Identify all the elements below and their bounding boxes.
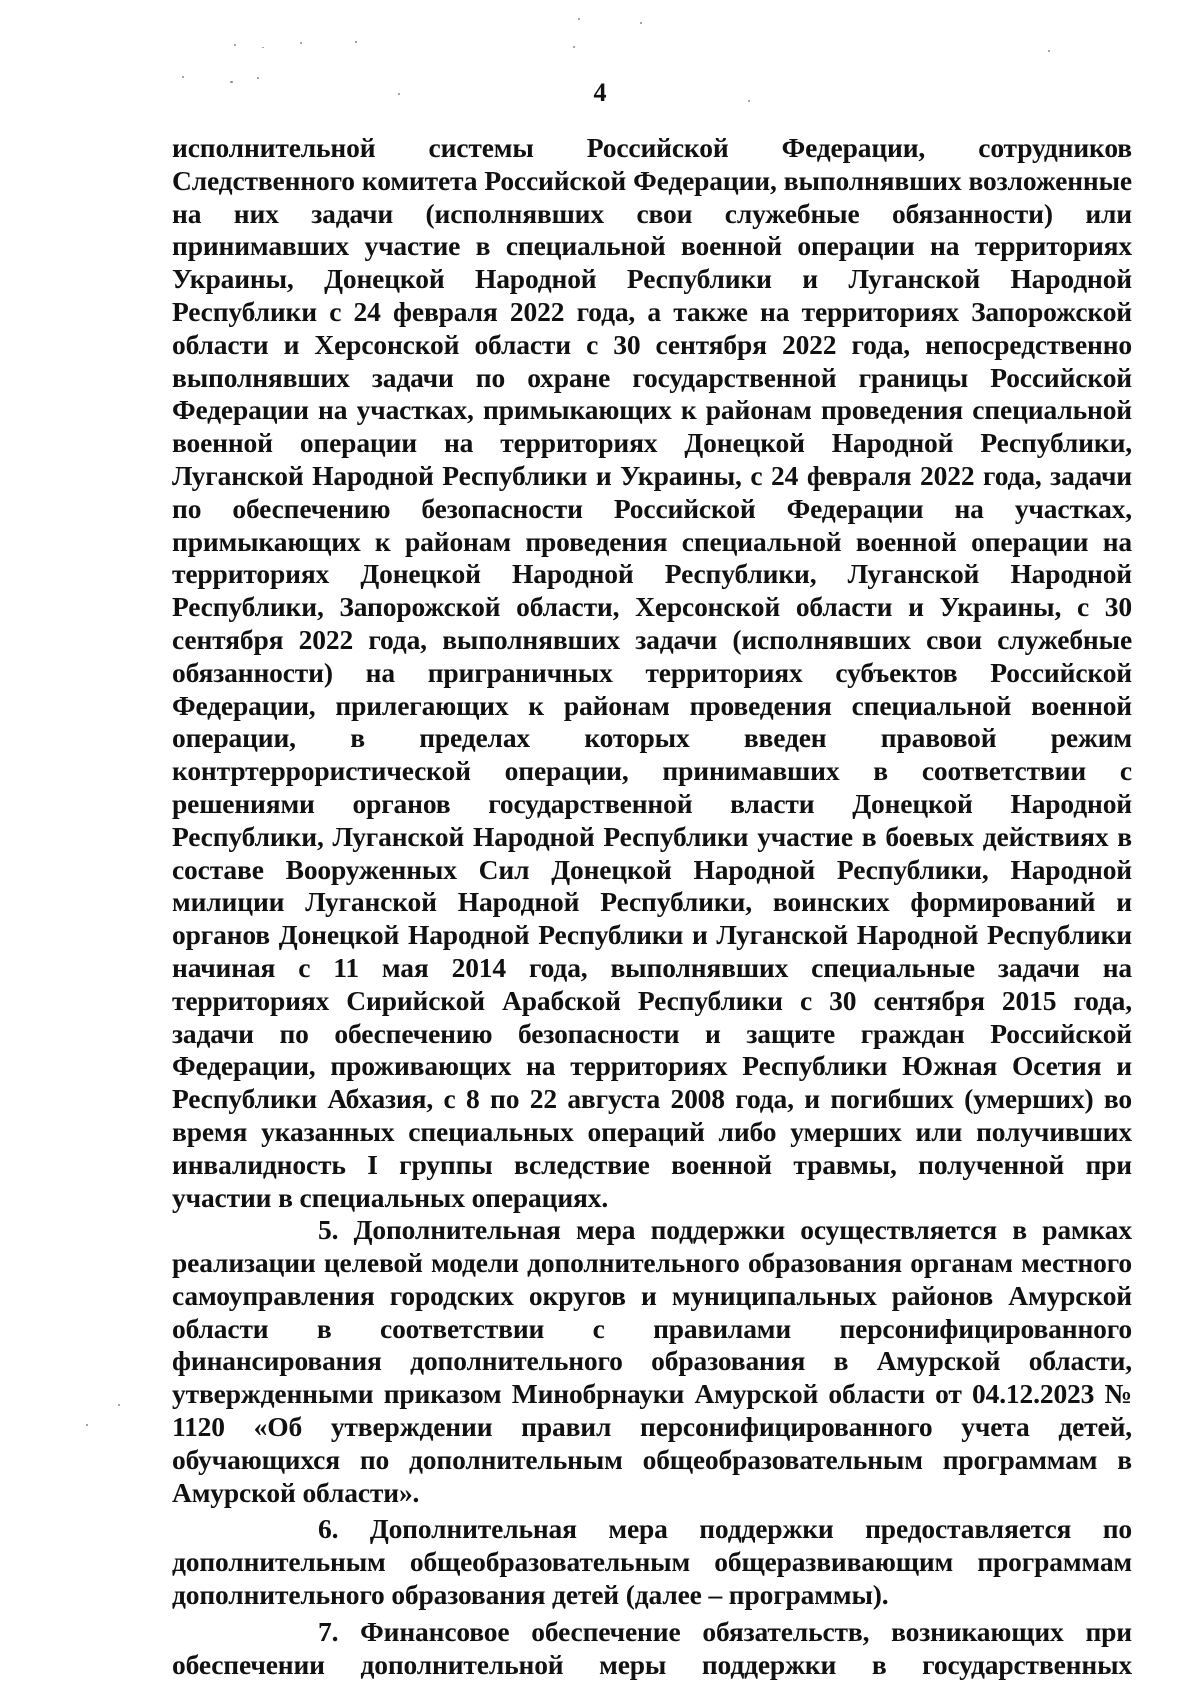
paragraph-5 — [172, 1214, 1132, 1509]
scan-speck — [300, 42, 302, 44]
scan-speck — [1048, 50, 1050, 52]
page-number: 4 — [593, 78, 607, 107]
paragraph-text: Финансовое обеспечение обязательств, возникающих при обеспечении дополнительной меры поддержки в государственных — [172, 1615, 1133, 1680]
scan-speck — [234, 44, 236, 46]
scan-speck — [118, 1404, 120, 1406]
paragraph-number: 5. — [318, 1214, 339, 1246]
paragraph-text: исполнительной системы Российской Федерации, сотрудников Следственного комитета Российской Федерации, выполнявших возложенные на них задачи (исполнявших свои служебные обязанности) или принимавших участие в специальной военной операции на территориях Украины, Донецкой Народной Республики и Луганской Народной Республики с 24 февраля 2022 года, а также на территориях Запорожской области и Херсонской области с 30 сентября 2022 года, непосредственно выполнявших задачи по охране государственной границы Российской Федерации на участках, примыкающих к районам проведения специальной военной операции на территориях Донецкой Народной Республики, Луганской Народной Республики и Украины, с 24 февраля 2022 года, задачи по обеспечению безопасности Российской Федерации на участках, примыкающих к районам проведения специальной военной операции на территориях Донецкой Народной Республики, Луганской Народной Республики, Запорожской области, Херсонской области и Украины, с 30 сентября 2022 года, выполнявших задачи (исполнявших свои служебные обязанности) на приграничных территориях субъектов Российской Федерации, прилегающих к районам проведения специальной военной операции, в пределах которых введен правовой режим контртеррористической операции, принимавших в соответствии с решениями органов государственной власти Донецкой Народной Республики, Луганской Народной Республики участие в боевых действиях в составе Вооруженных Сил Донецкой Народной Республики, Народной милиции Луганской Народной Республики, воинских формирований и органов Донецкой Народной Республики и Луганской Народной Республики начиная с 11 мая 2014 года, выполнявших специальные задачи на территориях Сирийской Арабской Республики с 30 сентября 2015 года, задачи по обеспечению безопасности и защите граждан Российской Федерации, проживающих на территориях Республики Южная Осетия и Республики Абхазия, с 8 по 22 августа 2008 года, и погибших (умерших) во время указанных специальных операций либо умерших или получивших инвалидность I группы вследствие военной травмы, полученной при участии в специальных операциях. — [172, 132, 1132, 1213]
scan-speck — [573, 46, 575, 48]
scan-speck — [578, 18, 580, 20]
scan-speck — [86, 1424, 88, 1426]
paragraph-number: 6. — [318, 1513, 339, 1545]
document-body — [172, 132, 1132, 1681]
paragraph-6 — [172, 1513, 1132, 1611]
scan-speck — [262, 47, 264, 48]
paragraph-continuation — [172, 132, 1132, 1214]
paragraph-text: Дополнительная мера поддержки предоставляется по дополнительным общеобразовательным общеразвивающим программам дополнительного образования детей (далее – программы). — [172, 1513, 1132, 1611]
scan-speck — [355, 41, 357, 43]
paragraph-text: Дополнительная мера поддержки осуществляется в рамках реализации целевой модели дополнительного образования органам местного самоуправления городских округов и муниципальных районов Амурской области в соответствии с правилами персонифицированного финансирования дополнительного образования в Амурской области, утвержденными приказом Минобрнауки Амурской области от 04.12.2023 № 1120 «Об утверждении правил персонифицированного учета детей, обучающихся по дополнительным общеобразовательным программам в Амурской области». — [172, 1214, 1132, 1508]
paragraph-7 — [172, 1616, 1132, 1682]
paragraph-number: 7. — [318, 1615, 339, 1647]
scan-speck — [640, 22, 642, 24]
